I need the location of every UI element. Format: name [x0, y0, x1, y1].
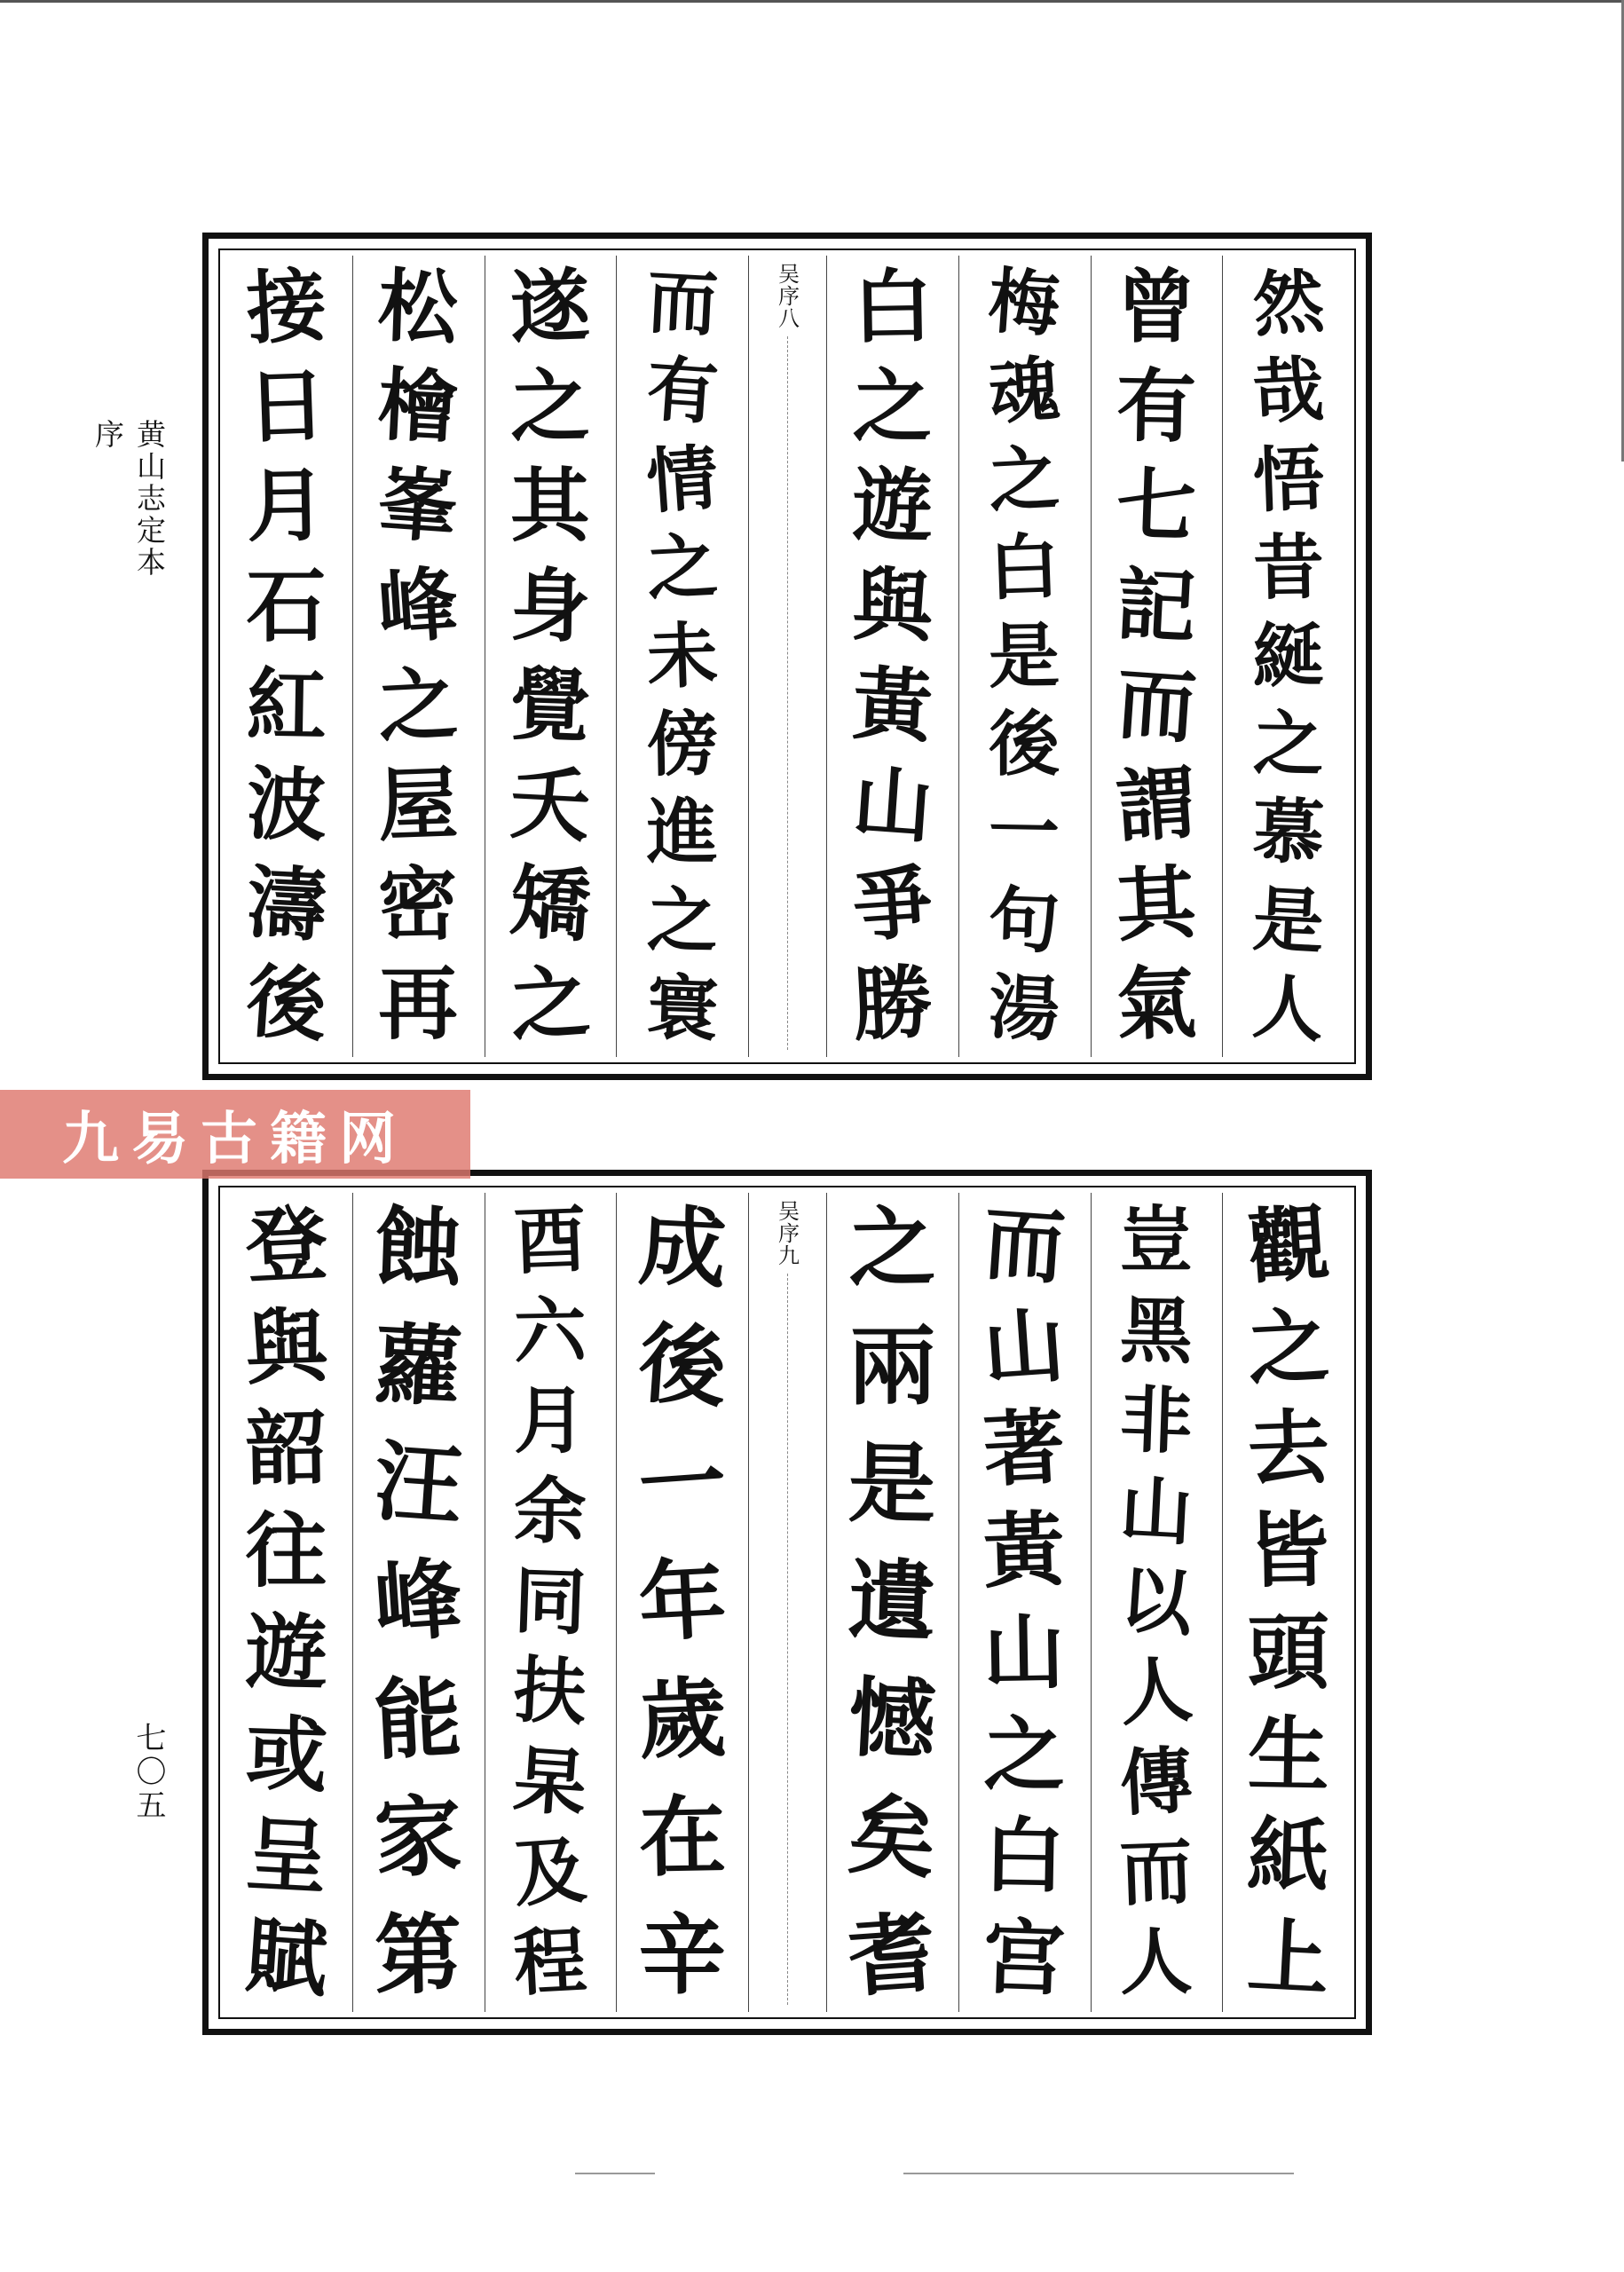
bottom-rule-left	[575, 2173, 655, 2174]
calligraphy-character: 蝕	[373, 1195, 464, 1301]
calligraphy-character: 頭	[1247, 1604, 1329, 1700]
text-column	[220, 250, 352, 1062]
calligraphy-character: 屋	[376, 757, 460, 854]
calligraphy-character: 日	[244, 359, 327, 455]
calligraphy-character: 余	[513, 1468, 587, 1555]
text-column	[1091, 250, 1223, 1062]
calligraphy-character: 其	[510, 460, 590, 554]
calligraphy-character: 著	[981, 1399, 1068, 1499]
calligraphy-character: 勝	[849, 956, 934, 1053]
column-rule	[748, 1193, 749, 2012]
calligraphy-character: 句	[987, 877, 1061, 964]
calligraphy-character: 歲	[636, 1667, 728, 1772]
text-column	[616, 250, 748, 1062]
calligraphy-character: 氣	[1115, 956, 1198, 1053]
calligraphy-character: 宫	[981, 1908, 1067, 2008]
column-rule	[352, 256, 353, 1057]
calligraphy-character: 而	[644, 258, 720, 347]
calligraphy-character: 湯	[986, 965, 1062, 1053]
text-column	[485, 250, 617, 1062]
text-column	[1222, 1187, 1354, 2017]
column-rule	[748, 256, 749, 1057]
calligraphy-character: 接	[243, 258, 328, 357]
calligraphy-character: 松	[376, 259, 460, 356]
calligraphy-character: 之	[507, 955, 594, 1054]
calligraphy-character: 汪	[371, 1430, 466, 1538]
calligraphy-character: 是	[847, 1432, 937, 1536]
calligraphy-character: 遊	[244, 1604, 328, 1701]
calligraphy-character: 上	[1245, 1907, 1332, 2008]
calligraphy-character: 覺	[508, 658, 592, 754]
calligraphy-character: 觀	[1244, 1194, 1333, 1297]
calligraphy-character: 哉	[1250, 347, 1326, 435]
column-rule	[1222, 1193, 1223, 2012]
text-column	[1222, 250, 1354, 1062]
calligraphy-character: 綖	[1252, 613, 1324, 698]
calligraphy-character: 同	[512, 1558, 588, 1646]
calligraphy-character: 夭	[508, 756, 593, 855]
calligraphy-character: 矣	[845, 1783, 940, 1892]
panel-lower-grid	[218, 1186, 1356, 2019]
calligraphy-character: 一	[988, 789, 1060, 875]
calligraphy-character: 山	[1117, 1466, 1195, 1557]
section-label: 序	[91, 419, 125, 451]
calligraphy-character: 及	[510, 1826, 589, 1918]
calligraphy-character: 之	[375, 657, 461, 755]
calligraphy-panel-upper	[202, 233, 1372, 1080]
calligraphy-character: 成	[635, 1195, 729, 1302]
calligraphy-character: 人	[1116, 1646, 1195, 1738]
calligraphy-character: 進	[646, 790, 718, 874]
top-border-line	[0, 0, 1624, 3]
calligraphy-character: 遊	[851, 459, 934, 555]
calligraphy-character: 而	[1118, 1828, 1194, 1917]
calligraphy-character: 濤	[243, 856, 328, 954]
calligraphy-character: 而	[980, 1194, 1068, 1297]
calligraphy-character: 韶	[244, 1400, 328, 1498]
calligraphy-character: 呈	[242, 1806, 330, 1906]
calligraphy-character: 賦	[241, 1907, 330, 2009]
calligraphy-character: 慕	[1251, 789, 1326, 875]
calligraphy-character: 黑	[1119, 1287, 1194, 1375]
center-fold-strip	[748, 1187, 826, 2017]
text-column	[352, 250, 485, 1062]
calligraphy-character: 以	[1116, 1556, 1195, 1647]
bottom-rule-right	[903, 2173, 1294, 2174]
text-column	[352, 1187, 485, 2017]
calligraphy-character: 記	[1114, 557, 1199, 655]
column-rule	[958, 256, 959, 1057]
calligraphy-character: 一	[635, 1430, 729, 1538]
calligraphy-character: 年	[635, 1548, 729, 1655]
page-number: 七〇五	[130, 1722, 166, 1823]
calligraphy-character: 身	[509, 558, 591, 654]
fold-label: 吴序八	[774, 263, 800, 329]
calligraphy-character: 皆	[1246, 1502, 1330, 1599]
book-title: 黄山志定本	[132, 419, 167, 579]
calligraphy-character: 與	[243, 1298, 329, 1397]
calligraphy-character: 有	[1116, 359, 1197, 454]
calligraphy-character: 曾	[1116, 261, 1196, 354]
column-rule	[1091, 256, 1092, 1057]
calligraphy-character: 紅	[245, 658, 327, 753]
calligraphy-character: 後	[243, 955, 329, 1054]
calligraphy-character: 黃	[981, 1501, 1067, 1600]
calligraphy-character: 往	[245, 1503, 327, 1599]
calligraphy-character: 白	[982, 1807, 1066, 1905]
calligraphy-character: 第	[374, 1903, 463, 2008]
calligraphy-character: 再	[378, 958, 458, 1052]
column-rule	[616, 1193, 617, 2012]
calligraphy-character: 峰	[371, 1548, 466, 1656]
calligraphy-character: 人	[1250, 964, 1327, 1053]
calligraphy-character: 登	[242, 1195, 329, 1296]
calligraphy-character: 黃	[849, 657, 934, 755]
calligraphy-character: 耆	[845, 1901, 940, 2010]
text-column	[220, 1187, 352, 2017]
calligraphy-character: 矯	[507, 856, 594, 955]
calligraphy-character: 密	[377, 857, 459, 952]
calligraphy-character: 波	[244, 757, 328, 854]
calligraphy-character: 之	[1244, 1297, 1332, 1398]
calligraphy-character: 七	[1115, 458, 1198, 555]
calligraphy-character: 傳	[1117, 1737, 1195, 1827]
calligraphy-character: 之	[645, 878, 719, 963]
calligraphy-character: 石	[246, 559, 327, 653]
calligraphy-character: 檜	[375, 358, 461, 456]
calligraphy-character: 昔	[1251, 525, 1325, 610]
text-column	[485, 1187, 617, 2017]
column-rule	[1222, 256, 1223, 1057]
calligraphy-character: 非	[1118, 1377, 1194, 1465]
calligraphy-character: 在	[637, 1786, 727, 1889]
fold-label: 吴序九	[774, 1200, 800, 1266]
calligraphy-character: 去	[1245, 1399, 1331, 1499]
calligraphy-character: 之	[509, 359, 591, 454]
column-rule	[1091, 1193, 1092, 2012]
text-column	[616, 1187, 748, 2017]
calligraphy-character: 之	[983, 1706, 1065, 1803]
calligraphy-character: 是	[1250, 876, 1326, 964]
calligraphy-character: 謂	[1113, 755, 1200, 855]
calligraphy-character: 峰	[374, 556, 461, 656]
calligraphy-character: 月	[514, 1378, 587, 1464]
calligraphy-character: 憾	[846, 1666, 939, 1773]
text-column	[958, 250, 1091, 1062]
calligraphy-character: 之	[852, 360, 933, 454]
text-column	[1091, 1187, 1223, 2017]
calligraphy-character: 山	[980, 1296, 1068, 1398]
calligraphy-character: 而	[1113, 656, 1200, 755]
column-rule	[616, 256, 617, 1057]
calligraphy-character: 然	[1250, 258, 1327, 347]
calligraphy-character: 其	[1114, 856, 1199, 954]
calligraphy-character: 寰	[645, 965, 720, 1052]
calligraphy-character: 月	[245, 459, 327, 555]
calligraphy-character: 能	[372, 1666, 465, 1773]
watermark-banner	[0, 1090, 470, 1179]
calligraphy-character: 山	[849, 755, 935, 855]
calligraphy-character: 有	[643, 346, 721, 436]
column-rule	[958, 1193, 959, 2012]
calligraphy-character: 後	[635, 1312, 729, 1421]
text-column	[826, 1187, 958, 2017]
fold-dashed-line	[787, 336, 788, 1050]
running-header	[91, 419, 170, 579]
text-column	[826, 250, 958, 1062]
fold-dashed-line	[787, 1274, 788, 2005]
calligraphy-character: 遺	[847, 1549, 938, 1655]
calligraphy-character: 人	[1119, 1919, 1194, 2007]
calligraphy-character: 之	[1251, 701, 1325, 786]
calligraphy-character: 山	[982, 1604, 1066, 1701]
calligraphy-character: 後	[989, 702, 1060, 786]
calligraphy-panel-lower	[202, 1170, 1372, 2035]
calligraphy-character: 白	[851, 260, 934, 355]
calligraphy-character: 生	[1246, 1705, 1330, 1803]
calligraphy-character: 峯	[374, 457, 461, 556]
calligraphy-character: 六	[513, 1287, 587, 1375]
calligraphy-character: 遂	[508, 259, 592, 356]
calligraphy-character: 魂	[986, 346, 1063, 436]
calligraphy-character: 是	[988, 612, 1060, 698]
calligraphy-character: 梅	[986, 258, 1063, 347]
calligraphy-character: 傍	[645, 701, 719, 786]
text-column	[958, 1187, 1091, 2017]
watermark-text: 九易古籍网	[62, 1106, 408, 1172]
column-rule	[352, 1193, 353, 2012]
calligraphy-character: 辛	[638, 1904, 726, 2007]
calligraphy-character: 悟	[1251, 436, 1326, 523]
calligraphy-character: 豈	[1120, 1198, 1193, 1283]
calligraphy-character: 兩	[848, 1314, 936, 1417]
calligraphy-character: 之	[644, 524, 720, 611]
calligraphy-character: 程	[511, 1918, 589, 2008]
calligraphy-character: 紙	[1245, 1806, 1331, 1905]
calligraphy-character: 情	[643, 435, 721, 524]
calligraphy-character: 爭	[848, 856, 935, 955]
calligraphy-character: 家	[373, 1785, 464, 1890]
calligraphy-character: 扶	[511, 1647, 589, 1737]
calligraphy-character: 白	[987, 524, 1061, 611]
panel-upper-grid	[218, 248, 1356, 1064]
calligraphy-character: 杲	[510, 1737, 589, 1827]
calligraphy-character: 蘿	[372, 1313, 465, 1420]
calligraphy-character: 酉	[512, 1196, 588, 1285]
calligraphy-character: 未	[645, 612, 720, 698]
calligraphy-character: 之	[847, 1196, 937, 1300]
calligraphy-character: 之	[986, 435, 1062, 523]
calligraphy-character: 或	[243, 1705, 329, 1804]
center-fold-strip	[748, 250, 826, 1062]
calligraphy-character: 與	[850, 558, 934, 655]
